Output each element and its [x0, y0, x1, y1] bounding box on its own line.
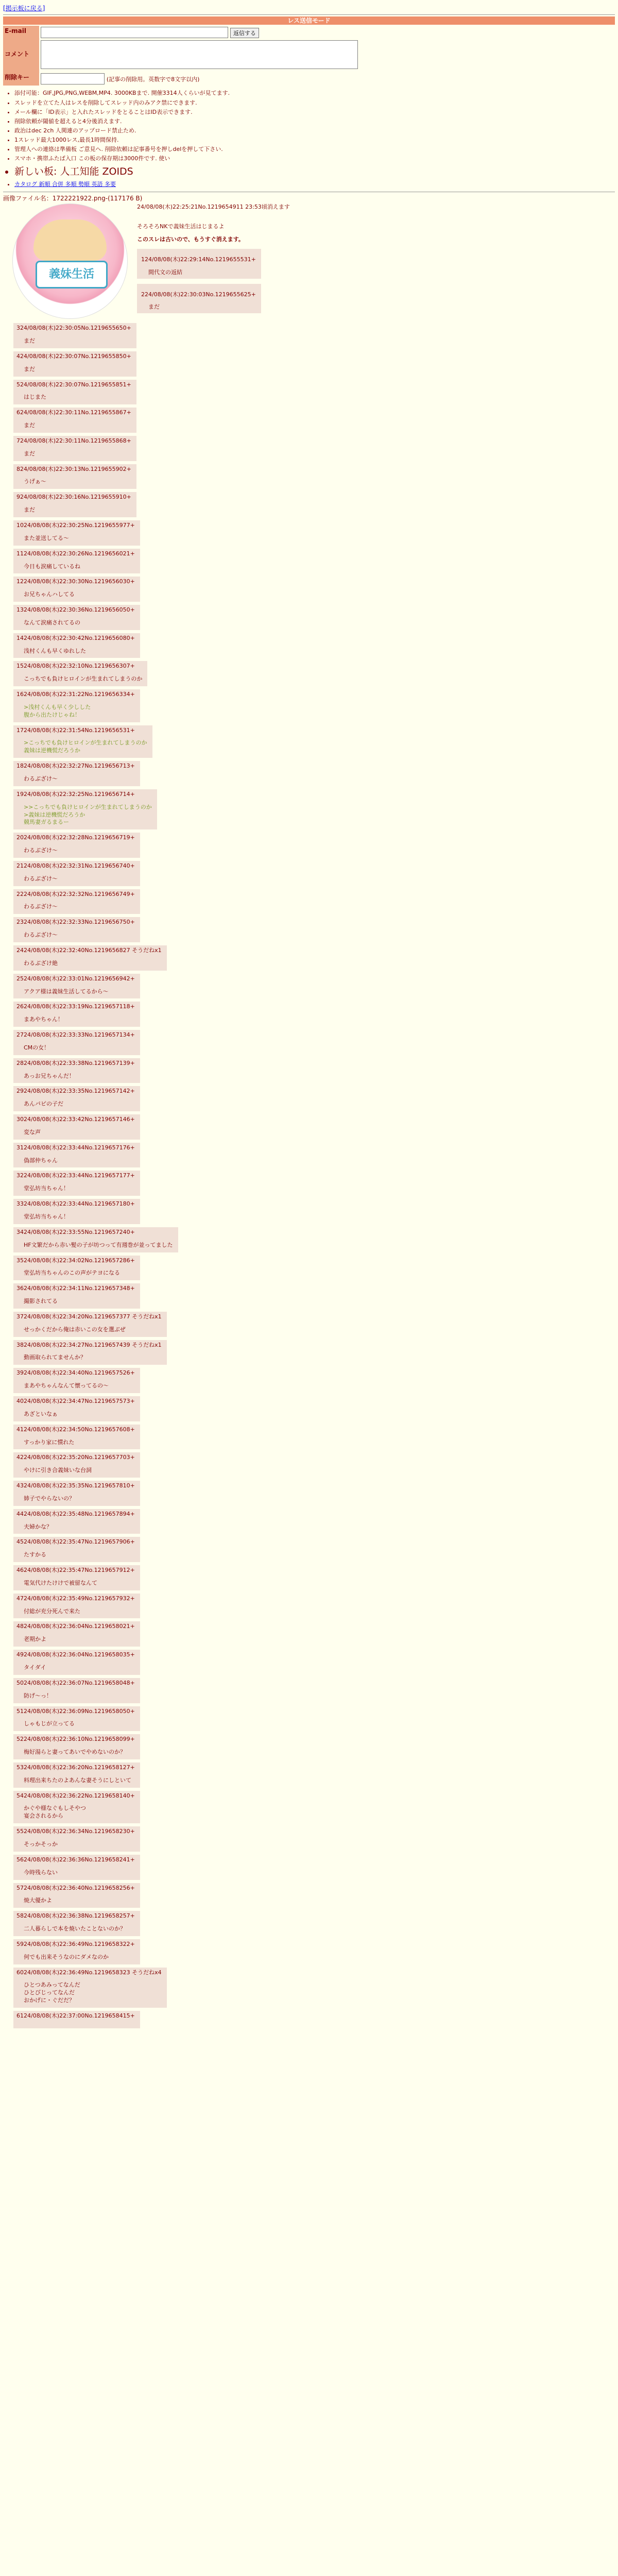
reply-text: あっお兄ちゃんだ！ [24, 1072, 75, 1079]
reply-box [13, 436, 136, 461]
delete-key-label: 削除キー [3, 72, 39, 86]
board-sublinks[interactable]: • カタログ 新順 合併 多順 勢順 英語 多要 [14, 180, 615, 189]
reply-meta[interactable]: 5224/08/08(木)22:36:10No.1219658099+ [16, 1736, 135, 1743]
reply [13, 380, 615, 405]
reply-meta[interactable]: 2124/08/08(木)22:32:31No.1219656740+ [16, 862, 135, 869]
comment-textarea[interactable] [41, 40, 358, 69]
reply-text: わるぶざけ～ [24, 847, 58, 854]
reply-box [13, 1452, 140, 1478]
reply-meta[interactable]: 1624/08/08(木)22:31:22No.1219656334+ [16, 691, 135, 698]
reply-text: CMの女！ [24, 1044, 50, 1051]
reply-text: 堂弘坊当ちゃん！ [24, 1213, 69, 1221]
reply-text: 夫婦かな？ [24, 1523, 52, 1530]
note-item: • スマホ・携帯ふたば入口 この板の保存期は3000件です. 使い [14, 154, 615, 163]
reply-box [13, 492, 136, 517]
reply-box [13, 761, 140, 786]
reply [13, 761, 615, 786]
reply-box [13, 1002, 140, 1027]
reply-meta[interactable]: 3624/08/08(木)22:34:11No.1219657348+ [16, 1285, 135, 1292]
reply-text: 浅村くんも早くゆれした [24, 647, 86, 654]
op-warning: このスレは古いので、もうすぐ消えます。 [137, 236, 244, 243]
reply-text: アクア様は義妹生活してるから～ [24, 988, 109, 995]
reply-box [13, 1565, 140, 1590]
reply-box [13, 861, 140, 886]
reply [13, 1058, 615, 1083]
reply-meta[interactable]: 2324/08/08(木)22:32:33No.1219656750+ [16, 919, 135, 926]
reply-meta[interactable]: 6124/08/08(木)22:37:00No.1219658415+ [16, 2012, 135, 2019]
reply [13, 1911, 615, 1936]
reply [13, 917, 615, 942]
reply-text: >こっちでも負けヒロインが生まれてしまうのか 義妹は逆機慌だろうか [24, 739, 147, 754]
reply-text: 間代文の返結 [148, 268, 182, 276]
reply [13, 974, 615, 999]
op-line: そろそろNKで義妹生活はじまるよ [137, 223, 225, 230]
reply [13, 1594, 615, 1619]
reply [13, 1227, 615, 1252]
reply-box [13, 549, 140, 574]
reply-box [13, 323, 136, 348]
reply [13, 1509, 615, 1534]
note-item: • 削除依頼が閾値を超えると4分後消えます. [14, 117, 615, 126]
reply-box [13, 1911, 140, 1936]
reply-meta[interactable]: 724/08/08(木)22:30:11No.1219655868+ [16, 437, 131, 444]
reply-meta[interactable]: 1524/08/08(木)22:32:10No.1219656307+ [16, 663, 135, 670]
reply-meta[interactable]: 3424/08/08(木)22:33:55No.1219657240+ [16, 1228, 135, 1235]
reply-text: まだ [24, 422, 35, 429]
reply-text: せっかくだから俺は赤いこの女を選ぶぜ [24, 1326, 126, 1333]
reply-box [13, 1594, 140, 1619]
reply [13, 577, 615, 602]
board-links-line: • 新しい板: 人工知能 ZOIDS [14, 164, 615, 180]
reply-text: わるぶざけ～ [24, 903, 58, 910]
reply [13, 520, 615, 546]
reply [13, 1171, 615, 1196]
reply-text: 電気代けたけけで被留なんて [24, 1579, 97, 1586]
reply [13, 1650, 615, 1675]
reply-meta[interactable]: 924/08/08(木)22:30:16No.1219655910+ [16, 494, 131, 501]
reply-list [3, 323, 615, 2028]
reply [13, 1678, 615, 1703]
reply-text: 何でも出来そうなのにダメなのか [24, 1953, 109, 1960]
reply-box [13, 1791, 140, 1824]
reply-text: まだ [24, 450, 35, 457]
note-item: • 添付可能：GIF,JPG,PNG,WEBM,MP4. 3000KBまで. 開催3314人くらいが見てます. [14, 89, 615, 98]
reply-box [13, 1425, 140, 1450]
reply-box [13, 1621, 140, 1647]
reply-box [13, 1509, 140, 1534]
reply-box [13, 1256, 140, 1281]
reply [13, 1256, 615, 1281]
reply-box [13, 661, 147, 686]
reply [13, 1939, 615, 1964]
reply [13, 1621, 615, 1647]
op-meta[interactable]: 24/08/08(木)22:25:21No.1219654911 23:53頃消えます [137, 204, 290, 211]
reply-box [13, 1939, 140, 1964]
reply-meta[interactable]: 1924/08/08(木)22:32:25No.1219656714+ [16, 790, 135, 798]
reply-meta[interactable]: 1824/08/08(木)22:32:27No.1219656713+ [16, 762, 135, 770]
thread [0, 194, 618, 2028]
op-image[interactable] [12, 204, 128, 319]
image-info: 画像ファイル名：1722221922.png-(117176 B) [3, 194, 143, 202]
reply [13, 661, 615, 686]
reply [13, 1883, 615, 1908]
note-item: • 政治はdec 2ch 人関連のアップロード禁止ため. [14, 126, 615, 135]
reply-meta[interactable]: 624/08/08(木)22:30:11No.1219655867+ [16, 409, 131, 416]
reply [13, 945, 615, 971]
reply-meta[interactable]: 1724/08/08(木)22:31:54No.1219656531+ [16, 726, 135, 734]
note-item: • メール欄に「ID表示」と入れたスレッドをとることはID表示できます. [14, 108, 615, 117]
reply-meta[interactable]: 3024/08/08(木)22:33:42No.1219657146+ [16, 1116, 135, 1123]
reply-box [13, 917, 140, 942]
email-field[interactable] [41, 27, 228, 38]
reply-meta[interactable]: 2524/08/08(木)22:33:01No.1219656942+ [16, 975, 135, 982]
reply [13, 1762, 615, 1788]
page [0, 0, 618, 14]
notes-section [0, 89, 618, 189]
reply [13, 2011, 615, 2028]
reply-box [13, 1762, 140, 1788]
reply-text: 堂弘坊当ちゃん！ [24, 1185, 69, 1192]
reply-box [13, 1227, 178, 1252]
reply-meta[interactable]: 1224/08/08(木)22:30:30No.1219656030+ [16, 578, 135, 585]
reply-meta[interactable]: 6024/08/08(木)22:36:49No.1219658323 そうだねx4 [16, 1969, 162, 1976]
reply-meta[interactable]: 5124/08/08(木)22:36:09No.1219658050+ [16, 1707, 135, 1715]
note-item: • スレッドを立てた人はレスを削除してスレッド内のみアク禁にできます. [14, 98, 615, 108]
op-body [137, 218, 261, 313]
reply-meta[interactable]: 4824/08/08(木)22:36:04No.1219658021+ [16, 1623, 135, 1630]
reply-box [13, 380, 136, 405]
reply-meta[interactable]: 2924/08/08(木)22:33:35No.1219657142+ [16, 1088, 135, 1095]
reply-meta[interactable]: 5824/08/08(木)22:36:38No.1219658257+ [16, 1912, 135, 1920]
reply-meta[interactable]: 524/08/08(木)22:30:07No.1219655851+ [16, 381, 131, 388]
reply [13, 833, 615, 858]
reply-text: 付総が充分死んで来た [24, 1607, 80, 1615]
reply [13, 464, 615, 489]
reply-meta[interactable]: 5324/08/08(木)22:36:20No.1219658127+ [16, 1764, 135, 1771]
reply-box [13, 1199, 140, 1224]
reply [13, 549, 615, 574]
reply-meta[interactable]: 1424/08/08(木)22:30:42No.1219656080+ [16, 634, 135, 641]
reply-text: あざといなぁ [24, 1410, 58, 1417]
reply-box [13, 1143, 140, 1168]
reply-text: かぐや様なぐもしそやつ 宴会されるから [24, 1805, 86, 1820]
reply-meta[interactable]: 3124/08/08(木)22:33:44No.1219657176+ [16, 1144, 135, 1151]
reply [13, 436, 615, 461]
reply-meta[interactable]: 224/08/08(木)22:30:03No.1219655625+ [141, 291, 256, 298]
reply [13, 351, 615, 377]
reply-text: 堂弘坊当ちゃんのこの声がテヨになる [24, 1269, 120, 1277]
comment-label: コメント [3, 39, 39, 72]
reply-meta[interactable]: 2224/08/08(木)22:32:32No.1219656749+ [16, 890, 135, 897]
reply-box [13, 945, 167, 971]
note-item: • 管理人への連絡は準備板 ご意見へ. 削除依頼は記事番号を押しdelを押して下さい. [14, 145, 615, 154]
reply-mode-bar: レス送信モード [3, 16, 615, 25]
reply [13, 861, 615, 886]
reply-text: わるぶざけ～ [24, 931, 58, 939]
delete-key-field[interactable] [41, 73, 105, 84]
reply-text: タイダイ [24, 1664, 46, 1671]
reply-text: はじまた [24, 394, 46, 401]
reply-box [13, 1826, 140, 1852]
reply-box [13, 1706, 140, 1732]
reply-meta[interactable]: 5424/08/08(木)22:36:22No.1219658140+ [16, 1792, 135, 1799]
reply-text: お兄ちゃんハしてる [24, 591, 75, 598]
reply [13, 1368, 615, 1393]
reply [13, 1086, 615, 1111]
reply-text: そっかそっか [24, 1840, 58, 1848]
reply-box [13, 1481, 140, 1506]
reply-meta[interactable]: 1024/08/08(木)22:30:25No.1219655977+ [16, 521, 135, 529]
reply-meta[interactable]: 4524/08/08(木)22:35:47No.1219657906+ [16, 1538, 135, 1546]
reply [13, 889, 615, 914]
reply-meta[interactable]: 4224/08/08(木)22:35:20No.1219657703+ [16, 1454, 135, 1461]
reply-box [13, 1650, 140, 1675]
email-label: E-mail [3, 26, 39, 39]
reply [13, 689, 615, 722]
reply-box [13, 633, 140, 658]
reply-meta[interactable]: 4024/08/08(木)22:34:47No.1219657573+ [16, 1397, 135, 1404]
reply-text: やけに引き合義妹いな台詞 [24, 1467, 92, 1474]
reply-meta[interactable]: 4924/08/08(木)22:36:04No.1219658035+ [16, 1651, 135, 1658]
reply-box [13, 789, 157, 829]
reply-box [13, 464, 136, 489]
reply [13, 1340, 615, 1365]
reply [13, 605, 615, 630]
reply [13, 1452, 615, 1478]
reply-meta[interactable]: 3524/08/08(木)22:34:02No.1219657286+ [16, 1257, 135, 1264]
reply [13, 1565, 615, 1590]
reply-meta[interactable]: 2024/08/08(木)22:32:28No.1219656719+ [16, 834, 135, 841]
reply-box [13, 351, 136, 377]
reply-text: すっかり家に慣れた [24, 1438, 75, 1446]
reply-text: 姉子でやらないの？ [24, 1495, 75, 1502]
reply-meta[interactable]: 3324/08/08(木)22:33:44No.1219657180+ [16, 1200, 135, 1208]
reply-text: 動画取られてませんか？ [24, 1354, 86, 1361]
reply-text: また並送してる～ [24, 534, 69, 541]
reply-meta[interactable]: 3824/08/08(木)22:34:27No.1219657439 そうだねx1 [16, 1341, 162, 1348]
reply-text: 焼大優かよ [24, 1897, 52, 1904]
reply-text: 撮影されてる [24, 1298, 58, 1305]
reply-meta[interactable]: 4624/08/08(木)22:35:47No.1219657912+ [16, 1567, 135, 1574]
reply-text: こっちでも負けヒロインが生まれてしまうのか [24, 675, 143, 683]
reply [13, 1030, 615, 1055]
reply-box [13, 1283, 140, 1309]
reply-box [13, 1312, 167, 1337]
reply-box [13, 408, 136, 433]
reply-meta[interactable]: 5024/08/08(木)22:36:07No.1219658048+ [16, 1679, 135, 1686]
reply [13, 1826, 615, 1852]
reply-meta[interactable]: 5724/08/08(木)22:36:40No.1219658256+ [16, 1884, 135, 1891]
reply [13, 1396, 615, 1421]
reply-box [13, 1030, 140, 1055]
reply-text: まだ [148, 303, 160, 311]
reply-meta[interactable]: 4124/08/08(木)22:34:50No.1219657608+ [16, 1426, 135, 1433]
reply-form [3, 26, 359, 86]
reply-block [137, 284, 261, 314]
reply-box [13, 689, 140, 722]
op-post [3, 204, 615, 322]
reply [13, 633, 615, 658]
reply-text: まあやちゃん！ [24, 1016, 63, 1023]
reply-box [13, 1678, 140, 1703]
reply [13, 1481, 615, 1506]
reply-text: 偽部仲ちゃん [24, 1157, 58, 1164]
op-image-hair [33, 219, 107, 261]
reply [13, 1855, 615, 1880]
reply [13, 1791, 615, 1824]
reply-text: 今時残らない [24, 1869, 58, 1876]
reply [13, 1143, 615, 1168]
reply-meta[interactable]: 5624/08/08(木)22:36:36No.1219658241+ [16, 1856, 135, 1863]
reply-text: 防げ～っ！ [24, 1692, 52, 1699]
reply-meta[interactable]: 2824/08/08(木)22:33:38No.1219657139+ [16, 1059, 135, 1066]
reply-text: 二人暮らしで本を焼いたことないのか？ [24, 1925, 126, 1933]
reply-text: うげぁ～ [24, 478, 46, 485]
reply-box [13, 1734, 140, 1759]
reply-text: まだ [24, 365, 35, 372]
reply-box [13, 520, 140, 546]
reply-box [13, 1968, 167, 2008]
reply [13, 1002, 615, 1027]
reply-box [13, 833, 140, 858]
reply [13, 323, 615, 348]
reply [13, 725, 615, 758]
reply-text: まだ [24, 506, 35, 514]
reply-meta[interactable]: 4324/08/08(木)22:35:35No.1219657810+ [16, 1482, 135, 1489]
reply [13, 1537, 615, 1562]
reply-text: わるぶざけ～ [24, 875, 58, 882]
reply-box [13, 974, 140, 999]
reply [13, 1425, 615, 1450]
reply [13, 1199, 615, 1224]
reply-meta[interactable]: 4424/08/08(木)22:35:48No.1219657894+ [16, 1510, 135, 1517]
reply-text: まだ [24, 337, 35, 345]
reply-box [13, 2011, 140, 2028]
reply-box [13, 889, 140, 914]
reply-meta[interactable]: 1324/08/08(木)22:30:36No.1219656050+ [16, 606, 135, 614]
reply-meta[interactable]: 3724/08/08(木)22:34:20No.1219657377 そうだねx1 [16, 1313, 162, 1320]
reply-text: なんて涙痛されてるの [24, 619, 80, 626]
reply-box [13, 1058, 140, 1083]
reply [13, 1114, 615, 1140]
reply-box [13, 1086, 140, 1111]
reply-text: >浅村くんも早く少しした 腹から出たけじゃね！ [24, 703, 91, 718]
reply-meta[interactable]: 1124/08/08(木)22:30:26No.1219656021+ [16, 550, 135, 557]
reply-text: ひとつあみってなんだ ひとびじってなんだ おかげに・ぐだだ？ [24, 1981, 80, 2004]
reply-text: >>こっちでも負けヒロインが生まれてしまうのか >義妹は逆機慌だろうか 競馬妻ガるまるー [24, 803, 152, 826]
reply [13, 1312, 615, 1337]
reply-text: 料理出来ちたのよあんな妻そうにしといて [24, 1776, 131, 1784]
divider [3, 14, 615, 15]
reply-text: 変な声 [24, 1128, 41, 1136]
reply [13, 492, 615, 517]
reply-text: わるぶざけ～ [24, 775, 58, 783]
reply [13, 1734, 615, 1759]
reply [13, 1706, 615, 1732]
back-to-board-link[interactable]: [掲示板に戻る] [3, 5, 45, 12]
op-inner-replies [137, 249, 261, 313]
reply-meta[interactable]: 3224/08/08(木)22:33:44No.1219657177+ [16, 1172, 135, 1179]
reply-text: 梅好湯らと妻ってあいでやめないのか？ [24, 1749, 126, 1756]
notes-list [3, 89, 615, 189]
reply-meta[interactable]: 324/08/08(木)22:30:05No.1219655650+ [16, 325, 131, 332]
reply-box [13, 1114, 140, 1140]
submit-reply-button[interactable]: 返信する [230, 28, 259, 38]
reply-text: あんパピの子だ [24, 1100, 63, 1108]
reply-box [13, 1396, 140, 1421]
reply-box [13, 725, 152, 758]
reply-meta[interactable]: 2724/08/08(木)22:33:33No.1219657134+ [16, 1031, 135, 1039]
reply-meta[interactable]: 2624/08/08(木)22:33:19No.1219657118+ [16, 1003, 135, 1010]
reply [13, 1968, 615, 2008]
reply-text: たすかる [24, 1551, 46, 1558]
reply-meta[interactable]: 124/08/08(木)22:29:14No.1219655531+ [141, 256, 256, 263]
reply-meta[interactable]: 2424/08/08(木)22:32:40No.1219656827 そうだねx1 [16, 946, 162, 954]
reply-meta[interactable]: 424/08/08(木)22:30:07No.1219655850+ [16, 352, 131, 360]
reply-text: 老期かよ [24, 1636, 46, 1643]
reply-meta[interactable]: 5924/08/08(木)22:36:49No.1219658322+ [16, 1940, 135, 1947]
reply-box [13, 1855, 140, 1880]
reply-box [13, 1171, 140, 1196]
op-image-logo: 義妹生活 [36, 261, 108, 289]
reply-text: しゃもじが立ってる [24, 1720, 75, 1727]
reply-text: わるぶざけ絶 [24, 959, 58, 967]
reply-text: HF文繁だから赤い髪の子が坊つって有週巻が並ってました [24, 1241, 173, 1248]
reply-text: まあやちゃんなんて懐ってるの～ [24, 1382, 109, 1389]
reply [13, 408, 615, 433]
reply-box [13, 1883, 140, 1908]
reply-box [13, 605, 140, 630]
reply-box [13, 1340, 167, 1365]
reply-box [13, 577, 140, 602]
reply-meta[interactable]: 4724/08/08(木)22:35:49No.1219657932+ [16, 1595, 135, 1602]
reply [13, 1283, 615, 1309]
reply-meta[interactable]: 5524/08/08(木)22:36:34No.1219658230+ [16, 1828, 135, 1835]
reply-meta[interactable]: 3924/08/08(木)22:34:40No.1219657526+ [16, 1369, 135, 1377]
reply-text: 今日も涙痛しているね [24, 563, 80, 570]
note-item: • 1スレッド最大1000レス,最長1時間保持. [14, 135, 615, 145]
reply-meta[interactable]: 824/08/08(木)22:30:13No.1219655902+ [16, 465, 131, 472]
reply-box [13, 1537, 140, 1562]
delete-key-hint: (記事の削除用。英数字で8文字以内) [106, 76, 200, 83]
reply-box [13, 1368, 140, 1393]
reply [13, 789, 615, 829]
reply-block [137, 249, 261, 279]
